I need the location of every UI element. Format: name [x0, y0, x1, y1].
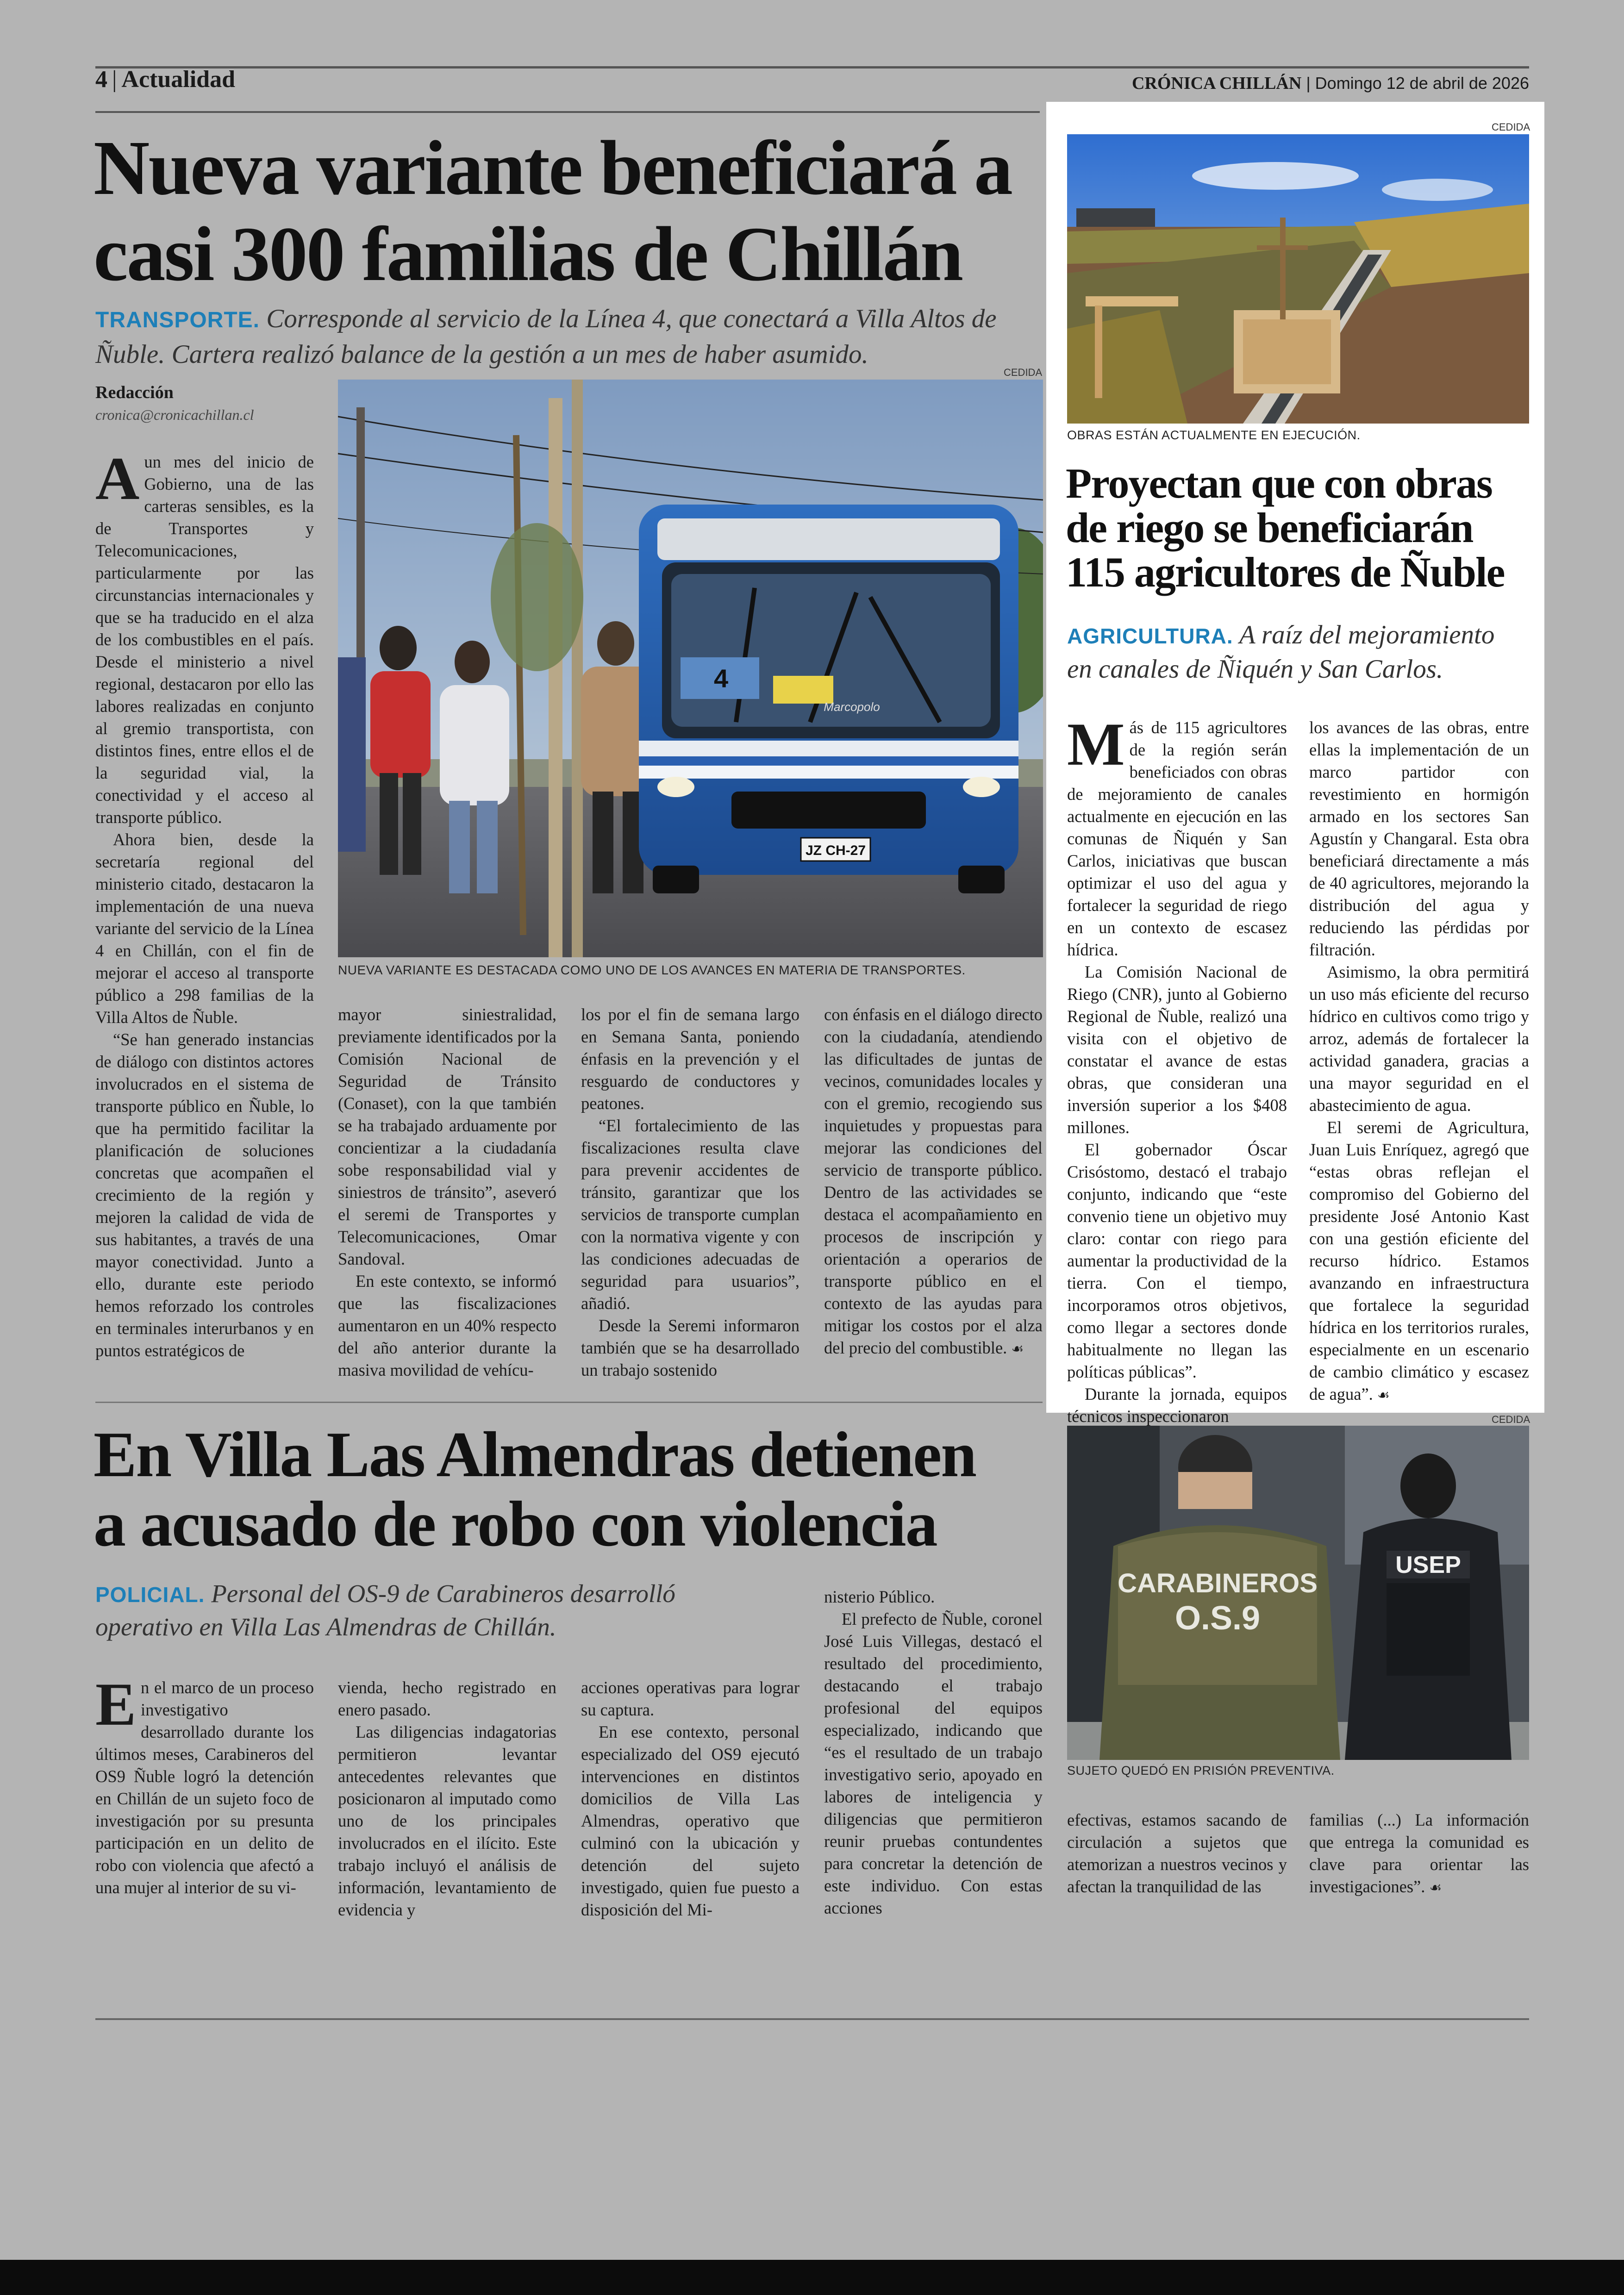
police-col6-para-1: familias (...) La información que entrega la comunidad es clave para orientar las investigaciones”. ☙: [1309, 1810, 1529, 1896]
header-bottom-rule: [95, 111, 1040, 113]
police-column-4: [824, 1586, 1043, 1919]
bus-brand: Marcopolo: [824, 700, 880, 714]
main-headline-line2: casi 300 familias de Chillán: [94, 211, 962, 297]
main-para-3: “Se han generado instancias de diálogo con distintos actores involucrados en el sistema de transporte público en Ñuble, lo que ha permitido facilitar la planificación de soluciones concretas que acompañen el crecimiento de la región y mejoren la calidad de vida de sus habitantes, a través de una mayor conectividad. Junto a ello, durante este periodo hemos reforzado los controles en terminales interurbanos y en puntos estratégicos de: [95, 1030, 314, 1360]
section-name: Actualidad: [121, 66, 236, 93]
publication-name: CRÓNICA CHILLÁN: [1131, 74, 1302, 93]
irrigation-photo-illustration: [1067, 134, 1529, 424]
bus-photo-illustration: [338, 380, 1043, 957]
police-column-3: [581, 1677, 800, 1921]
irrigation-photo: [1067, 134, 1529, 424]
end-mark-icon: ☙: [1011, 1341, 1024, 1357]
main-col2-para-2: En este contexto, se informó que las fiscalizaciones aumentaron en un 40% respecto del año anterior durante la masiva movilidad de vehícu-: [338, 1272, 556, 1379]
police-para-1: En el marco de un proceso investigativo desarrollado durante los últimos meses, Carabineros del OS9 Ñuble logró la detención en Chillán de un sujeto foco de investigación por su presunta participación en un delito de robo con violencia que afectó a una mujer al interior de su vi-: [95, 1670, 314, 1897]
police-headline: [94, 1420, 1043, 1559]
main-col4-para-1: con énfasis en el diálogo directo con la ciudadanía, atendiendo las dificultades de juntas de vecinos, comunidades locales y con el gremio, recogiendo sus inquietudes y propuestas para mejorar las condiciones del servicio de transporte público. Dentro de las actividades se destaca el acompañamiento en procesos de inscripción y orientación a operarios de transporte público en el contexto de las ayudas para mitigar los costos por el alza del precio del combustible. ☙: [824, 1005, 1043, 1357]
page-number: 4: [95, 66, 107, 93]
side-para-2: La Comisión Nacional de Riego (CNR), junto al Gobierno Regional de Ñuble, realizó una visita con el objetivo de constatar el avance de estas obras, que consideran una inversión superior a los $408 millones.: [1067, 962, 1287, 1137]
police-col4-para-2: El prefecto de Ñuble, coronel José Luis Villegas, destacó el resultado del procedimiento, destacando el trabajo profesional del equipos especializado, indicando que “es el resultado de un trabajo investigativo serio, apoyado en labores de inteligencia y diligencias que permitieron reunir pruebas contundentes para concretar la detención de este individuo. Con estas acciones: [824, 1609, 1043, 1917]
main-photo-caption: NUEVA VARIANTE ES DESTACADA COMO UNO DE LOS AVANCES EN MATERIA DE TRANSPORTES.: [338, 963, 966, 977]
footer-rule: [95, 2018, 1529, 2020]
police-kicker: POLICIAL.: [95, 1583, 205, 1607]
publication-date: Domingo 12 de abril de 2026: [1315, 74, 1529, 93]
police-col3-para-1: acciones operativas para lograr su captura.: [581, 1678, 800, 1719]
side-end-mark-icon: ☙: [1377, 1387, 1390, 1403]
police-photo-credit: CEDIDA: [1492, 1414, 1530, 1425]
main-col3-para-3: Desde la Seremi informaron también que se ha desarrollado un trabajo sostenido: [581, 1316, 800, 1379]
side-column-2: [1309, 717, 1529, 1407]
main-deck-line1: Corresponde al servicio de la Línea 4, que conectará a Villa Altos de: [266, 304, 997, 333]
page-section-label: [95, 66, 235, 93]
viewer-bottom-bar: [0, 2260, 1624, 2295]
side-headline-line3: 115 agricultores de Ñuble: [1066, 549, 1505, 596]
main-para-2: Ahora bien, desde la secretaría regional del ministerio citado, destacaron la implementación de una nueva variante del servicio de la Línea 4 en Chillán, con el fin de mejorar el acceso al transporte público a 298 familias de la Villa Altos de Ñuble.: [95, 830, 314, 1027]
side-col2-para-3: El seremi de Agricultura, Juan Luis Enríquez, agregó que “estas obras reflejan el compromiso del Gobierno del presidente José Antonio Kast con una gestión eficiente del recurso hídrico. Estamos avanzando en infraestructura que fortalece la seguridad hídrica en los territorios rurales, especialmente en un escenario de cambio climático y escasez de agua”. ☙: [1309, 1118, 1529, 1403]
main-column-4: [824, 1004, 1043, 1360]
side-col2-para-2: Asimismo, la obra permitirá un uso más eficiente del recurso hídrico en cultivos como trigo y arroz, además de fortalecer la actividad ganadera, gracias a una mayor seguridad en el abastecimiento de agua.: [1309, 962, 1529, 1115]
main-dropcap: A: [95, 444, 140, 512]
main-headline: [94, 125, 1043, 297]
side-deck-line1: A raíz del mejoramiento: [1239, 620, 1495, 649]
police-deck-line1: Personal del OS-9 de Carabineros desarrolló: [211, 1579, 675, 1608]
police-col5-para-1: efectivas, estamos sacando de circulación a sujetos que atemorizan a nuestros vecinos y afectan la tranquilidad de las: [1067, 1810, 1287, 1896]
main-kicker: TRANSPORTE.: [95, 308, 260, 332]
main-photo-credit: CEDIDA: [1004, 367, 1043, 378]
police-col2-para-2: Las diligencias indagatorias permitieron levantar antecedentes relevantes que posicionaron al imputado como uno de los principales involucrados en el ilícito. Este trabajo incluyó el análisis de información, levantamiento de evidencia y: [338, 1722, 556, 1919]
publication-dateline: [1132, 73, 1529, 94]
vest-carabineros: CARABINEROS: [1118, 1568, 1318, 1598]
side-deck-line2: en canales de Ñiquén y San Carlos.: [1067, 655, 1443, 684]
side-headline-line2: de riego se beneficiarán: [1066, 504, 1473, 551]
side-col2-para-1: los avances de las obras, entre ellas la implementación de un marco partidor con revestimiento en hormigón armado en los sectores San Agustín y Changaral. Esta obra beneficiará directamente a más de 40 agricultores, mejorando la distribución del agua y reduciendo las pérdidas por filtración.: [1309, 718, 1529, 959]
side-kicker: AGRICULTURA.: [1067, 624, 1233, 648]
police-end-mark-icon: ☙: [1429, 1880, 1442, 1896]
police-column-1: [95, 1670, 314, 1899]
main-col2-para-1: mayor siniestralidad, previamente identificados por la Comisión Nacional de Seguridad de Tránsito (Conaset), con la que también se ha trabajado arduamente por concientizar a la ciudadanía sobe responsabilidad vial y siniestros de tránsito”, aseveró el seremi de Transportes y Telecomunicaciones, Omar Sandoval.: [338, 1005, 556, 1268]
side-headline-line1: Proyectan que con obras: [1066, 460, 1492, 507]
bus-plate: JZ CH-27: [805, 843, 866, 858]
police-photo: [1067, 1426, 1529, 1760]
header-top-rule: [95, 66, 1529, 69]
byline-author: Redacción: [95, 383, 174, 402]
main-column-2: [338, 1004, 556, 1381]
police-column-5: [1067, 1809, 1287, 1898]
side-para-1: Más de 115 agricultores de la región serán beneficiados con obras de mejoramiento de canales actualmente en ejecución en las comunas de Ñiquén y San Carlos, iniciativas que buscan optimizar el uso del agua y fortalecer la seguridad de riego en un contexto de escasez hídrica.: [1067, 710, 1287, 959]
dateline-separator: |: [1306, 74, 1315, 93]
bus-photo: [338, 380, 1043, 957]
side-headline: [1066, 461, 1533, 594]
police-photo-illustration: [1067, 1426, 1529, 1760]
police-photo-caption: SUJETO QUEDÓ EN PRISIÓN PREVENTIVA.: [1067, 1764, 1335, 1777]
vest-usep: USEP: [1395, 1552, 1461, 1578]
main-deck-line2: Ñuble. Cartera realizó balance de la gestión a un mes de haber asumido.: [95, 340, 868, 369]
byline-email: cronica@cronicachillan.cl: [95, 406, 254, 423]
police-headline-line2: a acusado de robo con violencia: [94, 1488, 937, 1560]
police-dropcap: E: [95, 1670, 137, 1738]
main-para-1: Aun mes del inicio de Gobierno, una de las carteras sensibles, es la de Transportes y Telecomunicaciones, particularmente por las circunstancias internacionales y que se ha traducido en el alza de los combustibles en el país. Desde el ministerio a nivel regional, destacaron por ello las labores realizadas en conjunto al gremio transportista, con distintos fines, entre ellos el de la seguridad vial, la conectividad y el acceso al transporte público.: [95, 444, 314, 827]
side-photo-credit: CEDIDA: [1492, 121, 1530, 133]
main-column-1: [95, 444, 314, 1362]
main-col3-para-1: los por el fin de semana largo en Semana Santa, poniendo énfasis en la prevención y el resguardo de conductores y peatones.: [581, 1005, 800, 1113]
side-para-3: El gobernador Óscar Crisóstomo, destacó el trabajo conjunto, indicando que “este convenio tiene un objetivo muy claro: contar con riego para aumentar la productividad de la tierra. Con el tiempo, incorporamos otros objetivos, como llegar a sectores donde habitualmente no llegan las políticas públicas”.: [1067, 1140, 1287, 1381]
vest-os9: O.S.9: [1174, 1600, 1261, 1637]
police-column-2: [338, 1677, 556, 1921]
police-headline-line1: En Villa Las Almendras detienen: [94, 1419, 976, 1491]
main-headline-line1: Nueva variante beneficiará a: [94, 125, 1012, 211]
police-deck-line2: operativo en Villa Las Almendras de Chillán.: [95, 1613, 556, 1641]
byline: [95, 382, 254, 424]
side-para-4: Durante la jornada, equipos técnicos inspeccionaron: [1067, 1384, 1287, 1426]
police-deck: [95, 1578, 790, 1643]
bus-route-number: 4: [714, 664, 729, 693]
side-dropcap: M: [1067, 710, 1125, 778]
side-deck: [1067, 618, 1535, 686]
main-column-3: [581, 1004, 800, 1381]
main-col3-para-2: “El fortalecimiento de las fiscalizaciones resulta clave para prevenir accidentes de tránsito, garantizar que los servicios de transporte cumplan con la normativa vigente y con las condiciones adecuadas de seguridad para usuarios”, añadió.: [581, 1116, 800, 1313]
main-deck: [95, 302, 1044, 372]
bus: [639, 505, 1018, 893]
header-separator: |: [112, 66, 117, 93]
side-photo-caption: OBRAS ESTÁN ACTUALMENTE EN EJECUCIÓN.: [1067, 428, 1361, 442]
side-column-1: [1067, 710, 1287, 1428]
police-col2-para-1: vienda, hecho registrado en enero pasado.: [338, 1678, 556, 1719]
section-divider: [95, 1402, 1043, 1403]
police-col4-para-1: nisterio Público.: [824, 1587, 935, 1606]
police-col3-para-2: En ese contexto, personal especializado del OS9 ejecutó intervenciones en distintos domicilios de Villa Las Almendras, operativo que culminó con la ubicación y detención del sujeto investigado, quien fue puesto a disposición del Mi-: [581, 1722, 800, 1919]
police-column-6: [1309, 1809, 1529, 1899]
